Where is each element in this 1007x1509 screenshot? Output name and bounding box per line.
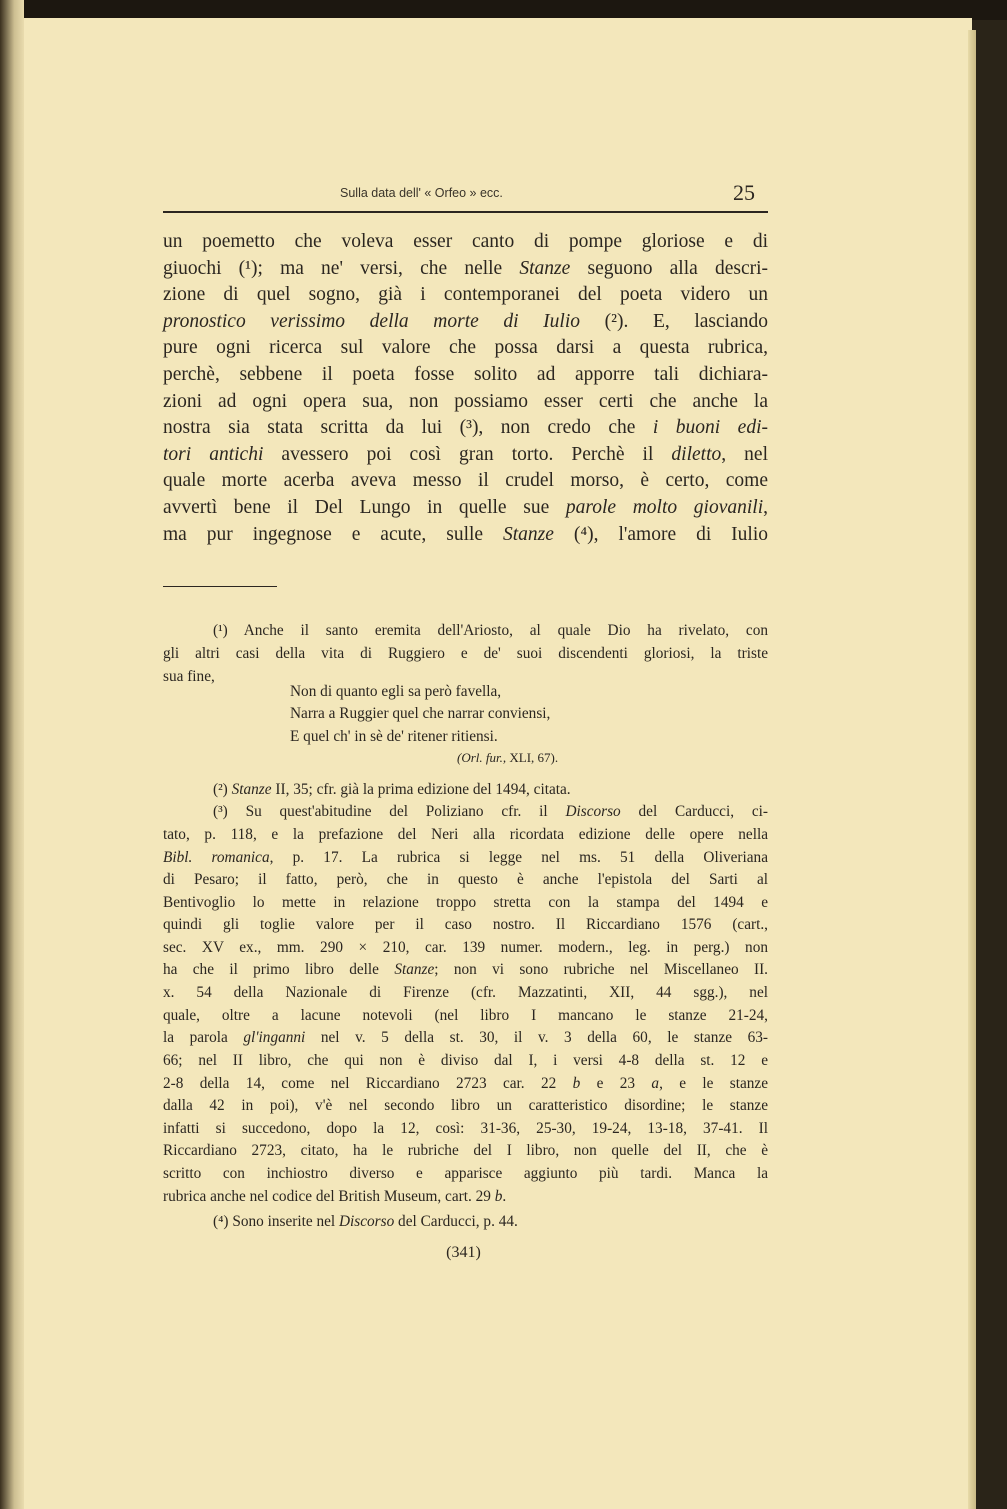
text-run: giuochi (¹); ma ne' versi, che nelle <box>163 257 520 279</box>
body-line <box>163 229 768 255</box>
text-run: ; non vi sono rubriche nel Miscellaneo II. <box>434 961 768 978</box>
text-run: perchè, sebbene il poeta fosse solito ad apporre tali dichiara- <box>163 364 768 385</box>
body-line <box>163 495 768 521</box>
text-run: tato, p. 118, e la prefazione del Neri alla ricordata edizione delle opere nella <box>163 826 768 843</box>
text-run: sec. XV ex., mm. 290 × 210, car. 139 numer. modern., leg. in perg.) non <box>163 939 768 956</box>
text-run: scritto con inchiostro diverso e apparisce aggiunto più tardi. Manca la <box>163 1165 768 1182</box>
footnote-line <box>163 824 768 846</box>
footnote-line <box>213 779 768 801</box>
text-run: Narra a Ruggier quel che narrar conviensi, <box>290 705 551 722</box>
body-line <box>163 389 768 415</box>
body-line <box>163 362 768 388</box>
page-number: 25 <box>733 180 755 205</box>
text-run: quindi gli toglie valore per il caso nostro. Il Riccardiano 1576 (cart., <box>163 916 768 933</box>
footnote-line <box>163 892 768 914</box>
text-run: , nel <box>721 443 768 465</box>
body-line <box>163 442 768 468</box>
footnote-line <box>163 937 768 959</box>
text-run: quale, oltre a lacune notevoli (nel libro I mancano le stanze 21-24, <box>163 1007 768 1024</box>
text-run: quale morte acerba aveva messo il crudel morso, è certo, come <box>163 470 768 492</box>
text-run: (²). E, lasciando <box>580 310 769 332</box>
text-run: di Pesaro; il fatto, però, che in questo è anche l'epistola del Sarti al <box>163 871 768 888</box>
footnote-rule <box>163 586 277 587</box>
text-run: zione di quel sogno, già i contemporanei del poeta videro un <box>163 284 768 306</box>
footnote-line <box>163 847 768 869</box>
italic-text: gl'inganni <box>243 1029 306 1046</box>
text-run: (²) <box>213 781 232 798</box>
footnote-line <box>163 1050 768 1072</box>
text-run: 2-8 della 14, come nel Riccardiano 2723 car. 22 <box>163 1075 573 1092</box>
text-run: la parola <box>163 1029 244 1046</box>
text-run: del Carducci, ci- <box>620 803 768 820</box>
text-run: , <box>763 497 768 518</box>
text-run: e 23 <box>580 1075 652 1092</box>
scan-background <box>0 0 1007 20</box>
text-run: . <box>502 1188 507 1205</box>
footnote-line <box>163 959 768 981</box>
italic-text: diletto <box>671 443 722 465</box>
italic-text: pronostico verissimo della morte di Iulio <box>163 310 581 332</box>
footnote-line <box>163 1005 768 1027</box>
text-run: ma pur ingegnose e acute, sulle <box>163 523 504 545</box>
body-line <box>163 415 768 441</box>
text-run: Non di quanto egli sa però favella, <box>290 683 502 700</box>
text-run: E quel ch' in sè de' ritener ritiensi. <box>290 728 498 745</box>
text-run: avessero poi così gran torto. Perchè il <box>263 443 672 465</box>
text-run: ha che il primo libro delle <box>163 961 395 978</box>
text-run: zioni ad ogni opera sua, non possiamo esser certi che anche la <box>163 390 768 412</box>
italic-text: Stanze <box>394 961 435 978</box>
text-run: del Carducci, p. 44. <box>394 1213 518 1230</box>
running-title: Sulla data dell' « Orfeo » ecc. <box>340 186 503 200</box>
body-line <box>163 335 768 361</box>
facing-page-edge <box>0 0 24 1509</box>
footnote-line <box>290 681 768 703</box>
footnote-line <box>290 703 768 725</box>
text-run: sua fine, <box>163 668 215 685</box>
signature-mark <box>0 1244 1007 1262</box>
body-line <box>163 309 768 335</box>
text-run: avvertì bene il Del Lungo in quelle sue <box>163 497 566 518</box>
footnote-line <box>213 801 768 823</box>
text-run: seguono alla descri- <box>570 257 769 279</box>
footnote-line <box>163 982 768 1004</box>
footnote-line <box>213 1211 768 1233</box>
page-edge <box>968 30 976 1509</box>
text-run: infatti si succedono, dopo la 12, così: 31-36, 25-30, 19-24, 13-18, 37-41. Il <box>163 1120 768 1137</box>
text-run: (¹) Anche il santo eremita dell'Ariosto, al quale Dio ha rivelato, con <box>213 622 768 639</box>
body-line <box>163 282 768 308</box>
text-run: (⁴), l'amore di Iulio <box>553 523 769 545</box>
text-run: XLI, 67). <box>506 750 559 765</box>
signature-text: (341) <box>446 1244 481 1261</box>
text-run: , p. 17. La rubrica si legge nel ms. 51 della Oliveriana <box>269 849 768 866</box>
italic-text: i buoni edi- <box>652 417 768 439</box>
footnote-line <box>163 869 768 891</box>
header-rule <box>163 211 768 213</box>
footnote-line <box>290 726 768 748</box>
text-run: nel v. 5 della st. 30, il v. 3 della 60, le stanze 63- <box>305 1029 768 1046</box>
text-run: dalla 42 in poi), v'è nel secondo libro un caratteristico disordine; le stanze <box>163 1097 768 1114</box>
footnote-line <box>163 1163 768 1185</box>
text-run: un poemetto che voleva esser canto di pompe gloriose e di <box>163 231 768 252</box>
footnote-line <box>163 1073 768 1095</box>
footnote-line <box>163 1118 768 1140</box>
italic-text: Stanze <box>231 781 272 798</box>
italic-text: tori antichi <box>163 443 264 465</box>
footnote-line <box>213 620 768 642</box>
italic-text: b <box>572 1075 581 1092</box>
italic-text: parole molto giovanili <box>565 497 764 518</box>
footnote-line <box>163 1186 768 1208</box>
footnote-line <box>163 914 768 936</box>
text-run: Riccardiano 2723, citato, ha le rubriche del I libro, non quelle del II, che è <box>163 1142 768 1159</box>
italic-text: Discorso <box>565 803 621 820</box>
body-line <box>163 522 768 548</box>
text-run: gli altri casi della vita di Ruggiero e de' suoi discendenti gloriosi, la triste <box>163 645 768 662</box>
text-run: Bentivoglio lo mette in relazione troppo stretta con la stampa del 1494 e <box>163 894 768 911</box>
italic-text: Stanze <box>519 257 571 279</box>
text-run: (³) Su quest'abitudine del Poliziano cfr. il <box>213 803 566 820</box>
footnote-line <box>457 747 768 769</box>
footnote-line <box>163 1027 768 1049</box>
text-run: 66; nel II libro, che qui non è diviso dal I, i versi 4-8 della st. 12 e <box>163 1052 768 1069</box>
text-run: nostra sia stata scritta da lui (³), non credo che <box>163 417 653 439</box>
text-run: x. 54 della Nazionale di Firenze (cfr. Mazzatinti, XII, 44 sgg.), nel <box>163 984 768 1001</box>
text-run: , e le stanze <box>659 1075 768 1092</box>
text-run: (⁴) Sono inserite nel <box>213 1213 339 1230</box>
italic-text: Discorso <box>338 1213 395 1230</box>
text-run: pure ogni ricerca sul valore che possa darsi a questa rubrica, <box>163 337 768 359</box>
italic-text: a <box>651 1075 660 1092</box>
italic-text: b <box>494 1188 503 1205</box>
text-run: rubrica anche nel codice del British Museum, cart. 29 <box>163 1188 495 1205</box>
italic-text: Bibl. romanica <box>163 849 270 866</box>
body-line <box>163 256 768 282</box>
text-run: II, 35; cfr. già la prima edizione del 1494, citata. <box>271 781 571 798</box>
body-line <box>163 468 768 494</box>
italic-text: Stanze <box>503 523 554 545</box>
footnote-line <box>163 1095 768 1117</box>
footnote-line <box>163 643 768 665</box>
footnote-line <box>163 1140 768 1162</box>
italic-text: (Orl. fur., <box>457 750 507 765</box>
